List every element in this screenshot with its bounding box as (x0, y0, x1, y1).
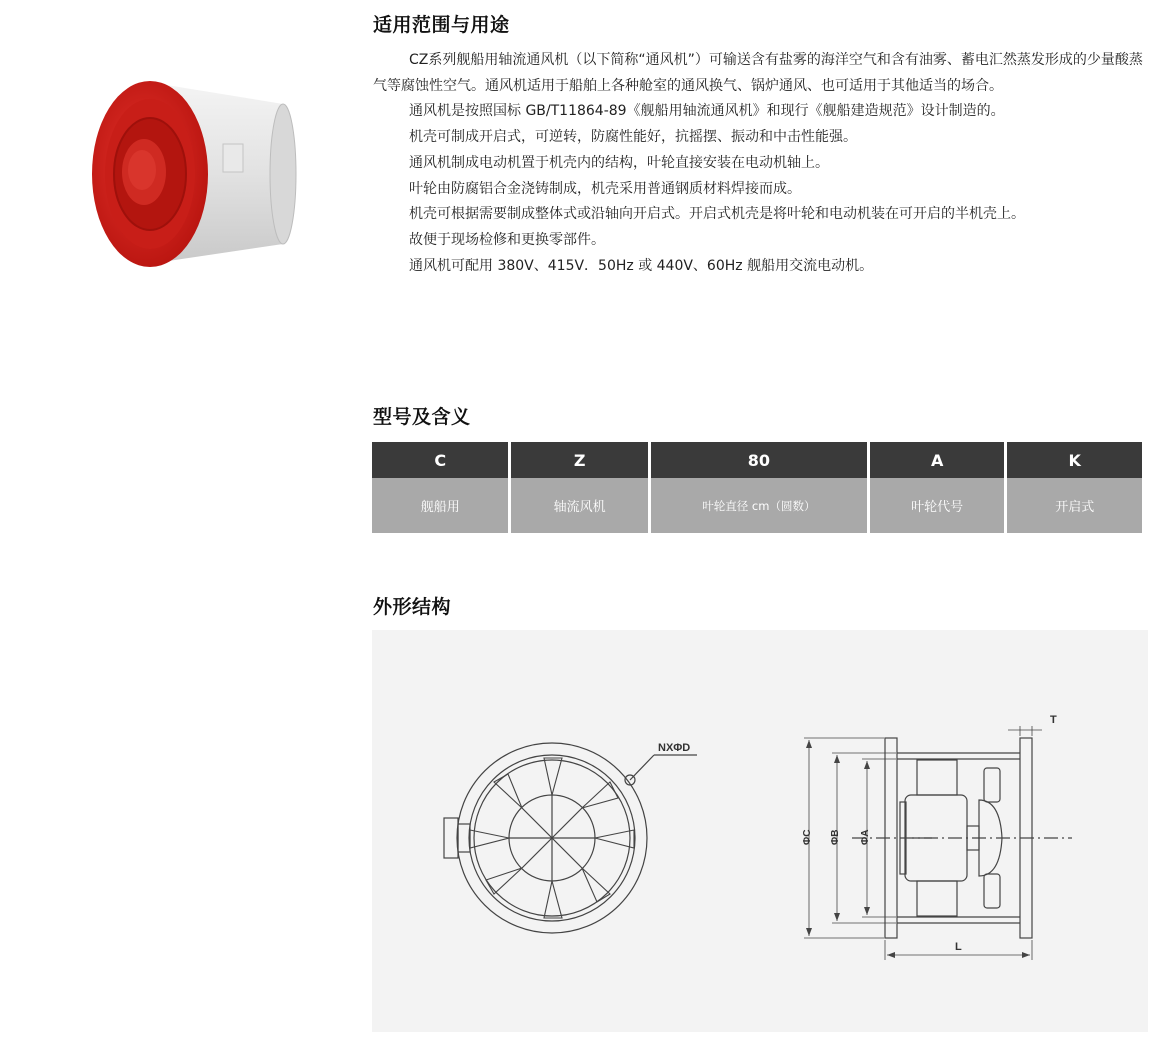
model-code-table (369, 442, 1145, 533)
label-holes: NXΦD (658, 742, 691, 754)
code-cell: A (870, 442, 1005, 478)
usage-description (373, 48, 1151, 279)
paragraph: 通风机可配用 380V、415V．50Hz 或 440V、60Hz 舰船用交流电动机。 (409, 257, 874, 274)
code-cell: K (1007, 442, 1142, 478)
front-view (444, 743, 697, 933)
meaning-cell: 舰船用 (372, 478, 508, 533)
side-view (804, 726, 1072, 960)
code-row (372, 442, 1142, 478)
code-cell: 80 (651, 442, 867, 478)
paragraph: 通风机制成电动机置于机壳内的结构，叶轮直接安装在电动机轴上。 (409, 154, 829, 171)
paragraph: 机壳可根据需要制成整体式或沿轴向开启式。开启式机壳是将叶轮和电动机装在可开启的半机壳上。 (409, 206, 1025, 223)
product-photo (78, 64, 308, 274)
label-dia-b: ΦB (830, 829, 841, 845)
code-cell: C (372, 442, 508, 478)
section-title-usage: 适用范围与用途 (373, 14, 510, 36)
paragraph: 故便于现场检修和更换零部件。 (409, 231, 605, 248)
meaning-cell: 叶轮代号 (870, 478, 1005, 533)
paragraph: CZ系列舰船用轴流通风机（以下简称“通风机”）可输送含有盐雾的海洋空气和含有油雾、蓄电汇然蒸发形成的少量酸蒸气等腐蚀性空气。通风机适用于船舶上各种舱室的通风换气、锅炉通风、也可适用于其他适当的场合。 (373, 52, 1143, 94)
structure-drawing (372, 630, 1148, 1032)
meaning-cell: 轴流风机 (511, 478, 647, 533)
label-dia-c: ΦC (802, 829, 813, 845)
label-length: L (955, 941, 962, 953)
label-dia-a: ΦA (860, 829, 871, 845)
outline-drawing (372, 630, 1148, 1032)
meaning-row (372, 478, 1142, 533)
fan-product-image (78, 64, 308, 274)
section-title-model: 型号及含义 (373, 406, 471, 428)
section-title-structure: 外形结构 (373, 596, 452, 618)
meaning-cell: 叶轮直径 cm（圆数） (651, 478, 867, 533)
label-thickness: T (1050, 714, 1057, 726)
meaning-cell: 开启式 (1007, 478, 1142, 533)
code-cell: Z (511, 442, 647, 478)
paragraph: 叶轮由防腐铝合金浇铸制成，机壳采用普通钢质材料焊接而成。 (409, 180, 801, 197)
paragraph: 通风机是按照国标 GB/T11864-89《舰船用轴流通风机》和现行《舰船建造规范》设计制造的。 (409, 103, 1005, 120)
paragraph: 机壳可制成开启式，可逆转，防腐性能好，抗摇摆、振动和中击性能强。 (409, 129, 857, 146)
